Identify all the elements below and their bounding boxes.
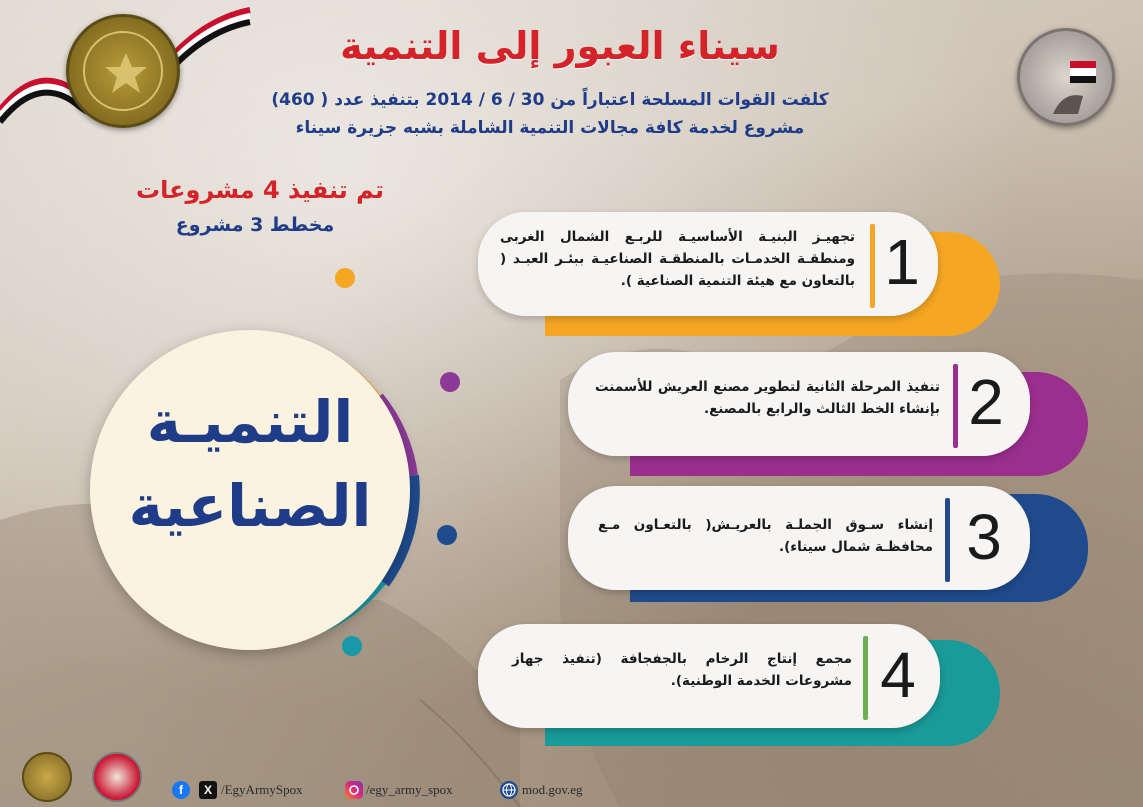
- card-3-description: إنشاء سـوق الجملـة بالعريـش( بالتعـاون مـع محافظـة شمال سيناء).: [598, 517, 933, 555]
- subtitle-line-1: كلفت القوات المسلحة اعتباراً من 30 / 6 / 2014 بتنفيذ عدد ( 460): [271, 90, 829, 110]
- globe-icon[interactable]: [500, 781, 518, 799]
- footer-emblem-1-logo: [22, 752, 72, 802]
- center-title-line-2: الصناعية: [128, 472, 372, 540]
- instagram-icon[interactable]: [345, 781, 363, 799]
- card-4-accent-bar: [863, 636, 868, 720]
- armed-forces-emblem-logo: [66, 14, 180, 128]
- facebook-icon[interactable]: f: [172, 781, 190, 799]
- card-1-accent-bar: [870, 224, 875, 308]
- sinai-liberation-emblem-logo: [1017, 28, 1115, 126]
- footer-handle-instagram[interactable]: /egy_army_spox: [366, 782, 453, 797]
- center-title-line-1: التنميـة: [146, 388, 354, 456]
- projects-planned-heading: مخطط 3 مشروع: [175, 214, 335, 236]
- card-2-description: تنفيذ المرحلة الثانية لتطوير مصنع العريش للأسمنت بإنشاء الخط الثالث والرابع بالمصنع.: [595, 379, 940, 417]
- page-title: سيناء العبور إلى التنمية: [340, 24, 780, 68]
- footer-emblem-2-logo: [92, 752, 142, 802]
- projects-done-heading: تم تنفيذ 4 مشروعات: [135, 176, 384, 204]
- card-1-description: تجهيـز البنيـة الأساسيـة للربـع الشمال الغربى ومنطقـة الخدمـات بالمنطقـة الصناعيـة ببئـر العبـد ( بالتعاون مع هيئة التنمية الصناعية ).: [500, 229, 855, 289]
- card-2-accent-bar: [953, 364, 958, 448]
- card-3-accent-bar: [945, 498, 950, 582]
- footer-website-link[interactable]: mod.gov.eg: [522, 782, 583, 797]
- card-4-description: مجمع إنتاج الرخام بالجفجافة (تنفيذ جهاز مشروعات الخدمة الوطنية).: [512, 651, 852, 689]
- card-4-number: 4: [880, 639, 916, 711]
- card-1-number: 1: [884, 226, 920, 298]
- card-2-number: 2: [968, 366, 1004, 438]
- x-icon[interactable]: X: [199, 781, 217, 799]
- footer-handle-facebook-x[interactable]: /EgyArmySpox: [221, 782, 303, 797]
- center-title: [100, 380, 400, 548]
- card-3-number: 3: [966, 501, 1002, 573]
- subtitle-line-2: مشروع لخدمة كافة مجالات التنمية الشاملة بشبه جزيرة سيناء: [295, 118, 805, 138]
